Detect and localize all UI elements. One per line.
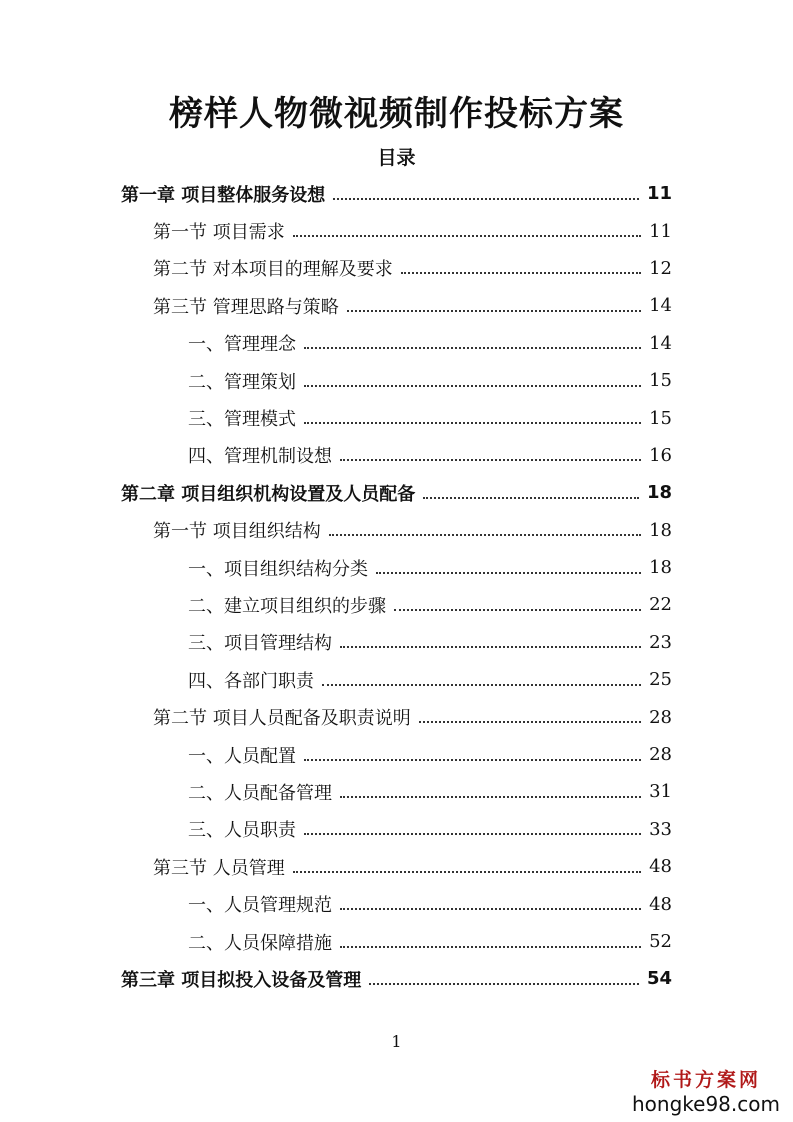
toc-entry[interactable] (0, 437, 793, 474)
toc-entry[interactable] (0, 325, 793, 362)
toc-entry[interactable] (0, 175, 793, 212)
toc-entry-label: 第三节 管理思路与策略 (153, 296, 339, 318)
toc-entry-label: 三、项目管理结构 (188, 633, 332, 655)
toc-entry[interactable] (0, 474, 793, 511)
toc-entry[interactable] (0, 212, 793, 249)
toc-entry-label: 第二节 对本项目的理解及要求 (153, 259, 393, 281)
toc-entry-page: 11 (649, 220, 672, 242)
toc-entry-page: 18 (646, 482, 672, 504)
toc-entry-page: 48 (649, 856, 672, 878)
toc-entry[interactable] (0, 586, 793, 623)
toc-entry-page: 33 (649, 818, 672, 840)
toc-entry-label: 三、人员职责 (188, 820, 296, 842)
toc-entry[interactable] (0, 512, 793, 549)
toc-leader-dots (340, 646, 641, 648)
toc-entry-page: 31 (649, 781, 672, 803)
toc-entry[interactable] (0, 287, 793, 324)
toc-entry-page: 14 (649, 332, 672, 354)
toc-entry[interactable] (0, 811, 793, 848)
toc-leader-dots (304, 347, 641, 349)
toc-entry[interactable] (0, 960, 793, 997)
toc-entry-page: 12 (649, 257, 672, 279)
toc-entry-label: 第一章 项目整体服务设想 (121, 184, 326, 206)
toc-entry-page: 14 (649, 295, 672, 317)
toc-entry-label: 四、各部门职责 (188, 670, 314, 692)
toc-leader-dots (329, 534, 641, 536)
toc-entry-label: 第一节 项目需求 (153, 222, 285, 244)
toc-entry-page: 25 (649, 669, 672, 691)
toc-leader-dots (304, 385, 641, 387)
toc-entry[interactable] (0, 399, 793, 436)
toc-leader-dots (333, 198, 639, 200)
toc-entry-label: 第三章 项目拟投入设备及管理 (121, 969, 362, 991)
toc-leader-dots (340, 796, 641, 798)
watermark-logo (631, 1068, 781, 1116)
toc-entry-label: 第一节 项目组织结构 (153, 521, 321, 543)
toc-leader-dots (419, 721, 641, 723)
toc-leader-dots (401, 272, 641, 274)
toc-entry[interactable] (0, 698, 793, 735)
toc-leader-dots (340, 459, 641, 461)
toc-entry-label: 二、建立项目组织的步骤 (188, 595, 386, 617)
toc-entry-label: 第二节 项目人员配备及职责说明 (153, 708, 411, 730)
toc-entry[interactable] (0, 362, 793, 399)
toc-entry-page: 18 (649, 519, 672, 541)
toc-leader-dots (304, 759, 641, 761)
toc-entry-label: 第三节 人员管理 (153, 857, 285, 879)
toc-entry[interactable] (0, 250, 793, 287)
toc-leader-dots (347, 310, 641, 312)
toc-leader-dots (369, 983, 639, 985)
toc-entry-page: 15 (649, 370, 672, 392)
toc-entry-page: 54 (646, 968, 672, 990)
toc-leader-dots (293, 871, 641, 873)
toc-entry[interactable] (0, 848, 793, 885)
toc-entry[interactable] (0, 661, 793, 698)
table-of-contents (0, 175, 793, 998)
toc-entry-page: 52 (649, 931, 672, 952)
toc-leader-dots (304, 833, 641, 835)
toc-leader-dots (340, 946, 641, 948)
toc-entry-page: 22 (649, 594, 672, 616)
toc-entry-page: 23 (649, 631, 672, 653)
toc-entry[interactable] (0, 773, 793, 810)
watermark-name: 标书方案网 (650, 1069, 761, 1091)
toc-leader-dots (322, 684, 641, 686)
toc-entry-page: 15 (649, 407, 672, 429)
toc-entry-label: 一、人员配置 (188, 745, 296, 767)
toc-leader-dots (304, 422, 641, 424)
toc-entry-label: 一、人员管理规范 (188, 895, 332, 917)
toc-leader-dots (423, 497, 639, 499)
toc-entry-page: 18 (649, 557, 672, 579)
page-number: 1 (391, 1032, 402, 1051)
toc-entry-page: 11 (646, 183, 672, 205)
toc-entry-label: 二、人员保障措施 (188, 932, 332, 954)
toc-entry-page: 48 (649, 893, 672, 915)
toc-entry[interactable] (0, 736, 793, 773)
toc-entry-page: 16 (649, 444, 672, 466)
toc-entry[interactable] (0, 624, 793, 661)
toc-entry-label: 第二章 项目组织机构设置及人员配备 (121, 483, 416, 505)
toc-heading: 目录 (377, 147, 416, 169)
toc-entry-label: 二、人员配备管理 (188, 782, 332, 804)
toc-entry-label: 一、管理理念 (188, 334, 296, 356)
toc-entry-label: 三、管理模式 (188, 409, 296, 431)
toc-leader-dots (394, 609, 641, 611)
toc-entry-label: 二、管理策划 (188, 371, 296, 393)
toc-entry-label: 四、管理机制设想 (188, 446, 332, 468)
toc-leader-dots (340, 908, 641, 910)
watermark-url: hongke98.com (632, 1092, 780, 1116)
toc-leader-dots (293, 235, 641, 237)
toc-entry-label: 一、项目组织结构分类 (188, 558, 368, 580)
toc-entry-page: 28 (649, 744, 672, 766)
toc-entry[interactable] (0, 923, 793, 960)
toc-entry-page: 28 (649, 706, 672, 728)
toc-entry[interactable] (0, 885, 793, 922)
toc-leader-dots (376, 572, 641, 574)
toc-entry[interactable] (0, 549, 793, 586)
document-title: 榜样人物微视频制作投标方案 (169, 94, 624, 134)
